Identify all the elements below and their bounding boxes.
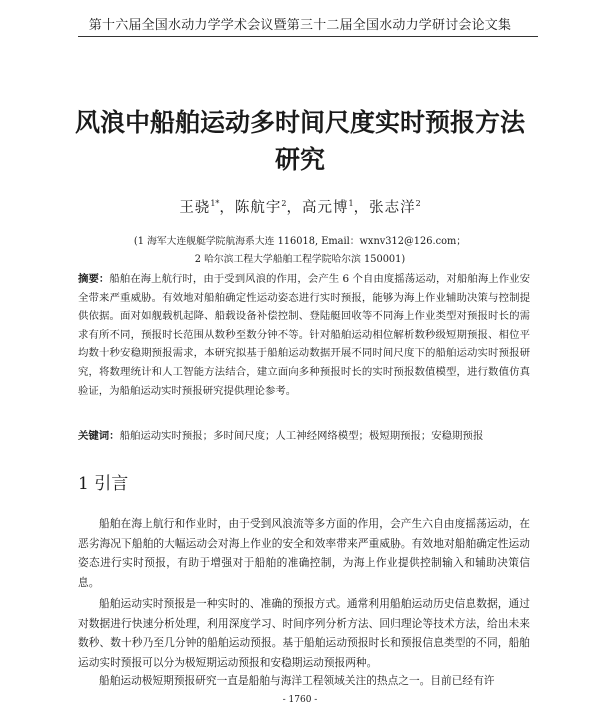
keywords	[78, 427, 530, 442]
author-mark: 2	[281, 199, 287, 209]
author-mark: 2	[415, 199, 421, 209]
affiliation-1: (1 海军大连舰艇学院航海系大连 116018, Email：wxnv312@126.com；	[133, 236, 467, 247]
running-header: 第十六届全国水动力学学术会议暨第三十二届全国水动力学研讨会论文集	[88, 18, 512, 33]
author-name: 王骁	[179, 200, 211, 216]
author-name: 陈航宇	[234, 200, 282, 216]
author-list	[0, 196, 600, 217]
section-heading: 1 引言	[78, 474, 129, 494]
header-rule	[78, 36, 538, 37]
author-mark: 1	[348, 199, 354, 209]
author-mark: 1*	[210, 199, 220, 209]
title-line-2: 研究	[274, 145, 325, 174]
body-paragraph-3: 船舶运动极短期预报研究一直是船舶与海洋工程领域关注的热点之一。目前已经有许	[99, 674, 495, 687]
author-separator: ，	[219, 200, 235, 216]
body-paragraph-2: 船舶运动实时预报是一种实时的、准确的预报方式。通常利用船舶运动历史信息数据，通过对数据进行快速分析处理，利用深度学习、时间序列分析方法、回归理论等技术方法，给出未来数秒、数十秒乃至几分钟的船舶运动预报。基于船舶运动预报时长和预报信息类型的不同，船舶运动实时预报可以分为极短期运动预报和安稳期运动预报两种。	[78, 597, 530, 669]
author-separator: ，	[353, 200, 370, 216]
abstract	[78, 270, 530, 400]
affiliation-2: 2 哈尔滨工程大学船舶工程学院哈尔滨 150001)	[194, 254, 406, 265]
body-paragraph-1: 船舶在海上航行和作业时，由于受到风浪流等多方面的作用，会产生六自由度摇荡运动，在恶劣海况下船舶的大幅运动会对海上作业的安全和效率带来严重威胁。有效地对船舶确定性运动姿态进行实时预报，有助于增强对于船舶的准确控制，为海上作业提供控制输入和辅助决策信息。	[78, 517, 530, 589]
page-number: - 1760 -	[282, 695, 318, 705]
abstract-text: 船舶在海上航行时，由于受到风浪的作用，会产生 6 个自由度摇荡运动，对船舶海上作业安全带来严重威胁。有效地对船舶确定性运动姿态进行实时预报，能够为海上作业辅助决策与控制提供依据。面对如舰载机起降、船载设备补偿控制、登陆艇回收等不同海上作业类型对预报时长的需求有所不同，预报时长范围从数秒至数分钟不等。针对船舶运动相位解析数秒级短期预报、相位平均数十秒安稳期预报需求，本研究拟基于船舶运动数据开展不同时间尺度下的船舶运动实时预报研究，将数理统计和人工智能方法结合，建立面向多种预报时长的实时预报数值模型，进行数值仿真验证，为船舶运动实时预报研究提供理论参考。	[78, 273, 530, 397]
author-name: 张志洋	[369, 200, 416, 216]
paper-title	[0, 104, 600, 178]
keywords-label: 关键词：	[78, 430, 120, 442]
author-separator: ，	[286, 200, 302, 216]
keywords-text: 船舶运动实时预报；多时间尺度；人工神经网络模型；极短期预报；安稳期预报	[119, 430, 484, 442]
author-name: 高元博	[302, 200, 349, 216]
abstract-label: 摘要：	[78, 273, 110, 285]
title-line-1: 风浪中船舶运动多时间尺度实时预报方法	[74, 108, 525, 137]
